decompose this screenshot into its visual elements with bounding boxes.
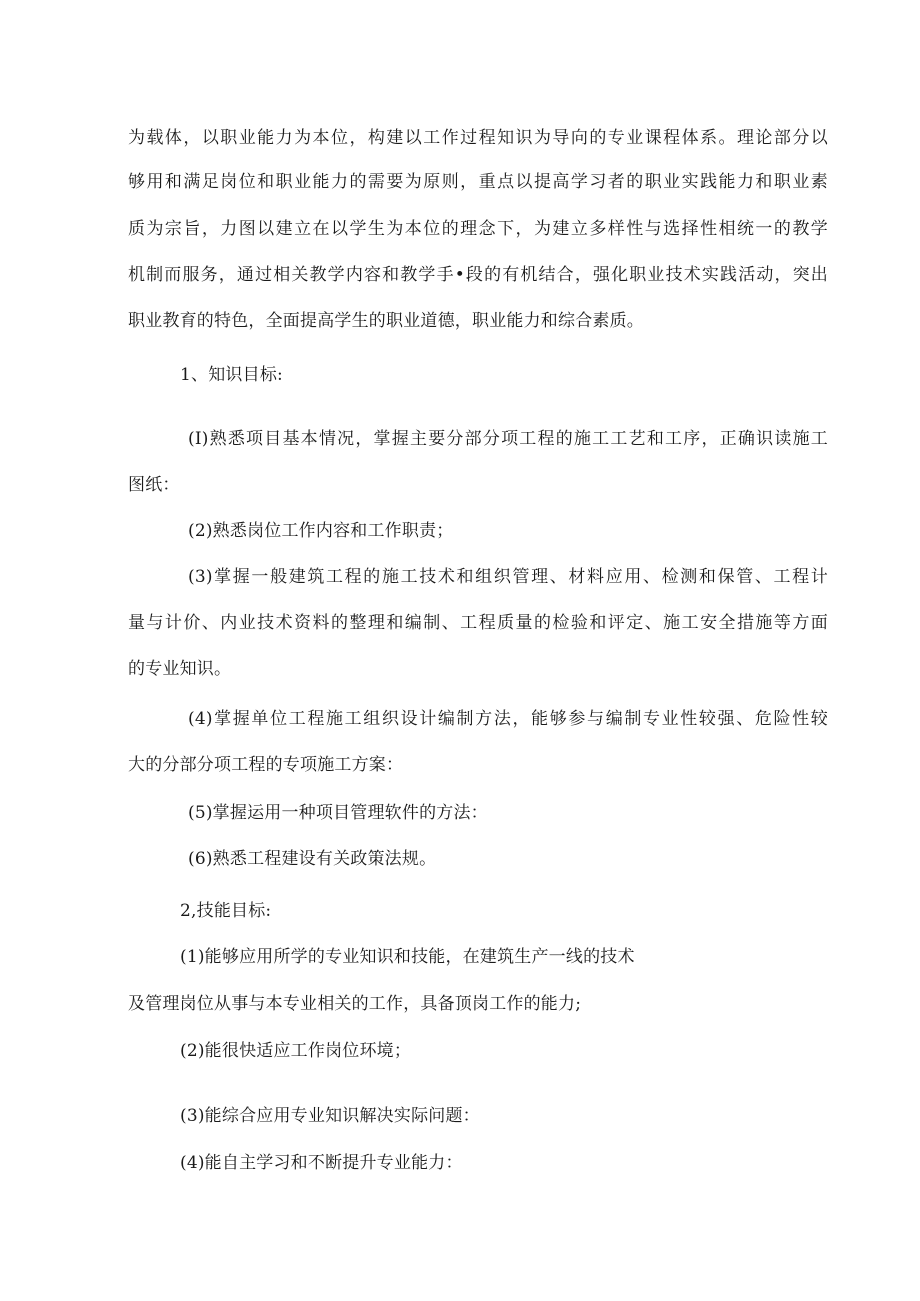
skills-heading: 2,技能目标: [180, 901, 272, 921]
skills-item-2: (2)能很快适应工作岗位环境； [180, 1041, 412, 1061]
knowledge-item-1: (I)熟悉项目基本情况，掌握主要分部分项工程的施工工艺和工序，正确识读施工 [188, 429, 828, 449]
intro-line: 职业教育的特色，全面提高学生的职业道德，职业能力和综合素质。 [128, 311, 644, 331]
intro-line: 够用和满足岗位和职业能力的需要为原则，重点以提高学习者的职业实践能力和职业素 [128, 172, 828, 192]
skills-item-4: (4)能自主学习和不断提升专业能力： [180, 1153, 463, 1173]
skills-item-1-cont: 及管理岗位从事与本专业相关的工作，具备顶岗工作的能力; [128, 994, 582, 1014]
knowledge-item-1-cont: 图纸： [128, 475, 180, 495]
intro-line: 机制而服务，通过相关教学内容和教学手•段的有机结合，强化职业技术实践活动，突出 [128, 265, 828, 285]
knowledge-item-3-cont: 的专业知识。 [128, 659, 232, 679]
skills-item-1: (1)能够应用所学的专业知识和技能，在建筑生产一线的技术 [180, 947, 635, 967]
intro-line: 质为宗旨，力图以建立在以学生为本位的理念下，为建立多样性与选择性相统一的教学 [128, 219, 828, 239]
intro-line: 为载体，以职业能力为本位，构建以工作过程知识为导向的专业课程体系。理论部分以 [128, 128, 828, 148]
knowledge-item-2: (2)熟悉岗位工作内容和工作职责； [188, 521, 454, 541]
knowledge-item-3: (3)掌握一般建筑工程的施工技术和组织管理、材料应用、检测和保管、工程计 [188, 567, 828, 587]
knowledge-item-4: (4)掌握单位工程施工组织设计编制方法，能够参与编制专业性较强、危险性较 [188, 709, 828, 729]
knowledge-item-5: (5)掌握运用一种项目管理软件的方法： [188, 803, 488, 823]
knowledge-heading: 1、知识目标: [180, 365, 283, 385]
knowledge-item-3-cont: 量与计价、内业技术资料的整理和编制、工程质量的检验和评定、施工安全措施等方面 [128, 613, 828, 633]
knowledge-item-6: (6)熟悉工程建设有关政策法规。 [188, 849, 437, 869]
skills-item-3: (3)能综合应用专业知识解决实际问题： [180, 1106, 480, 1126]
knowledge-item-4-cont: 大的分部分项工程的专项施工方案： [128, 755, 404, 775]
